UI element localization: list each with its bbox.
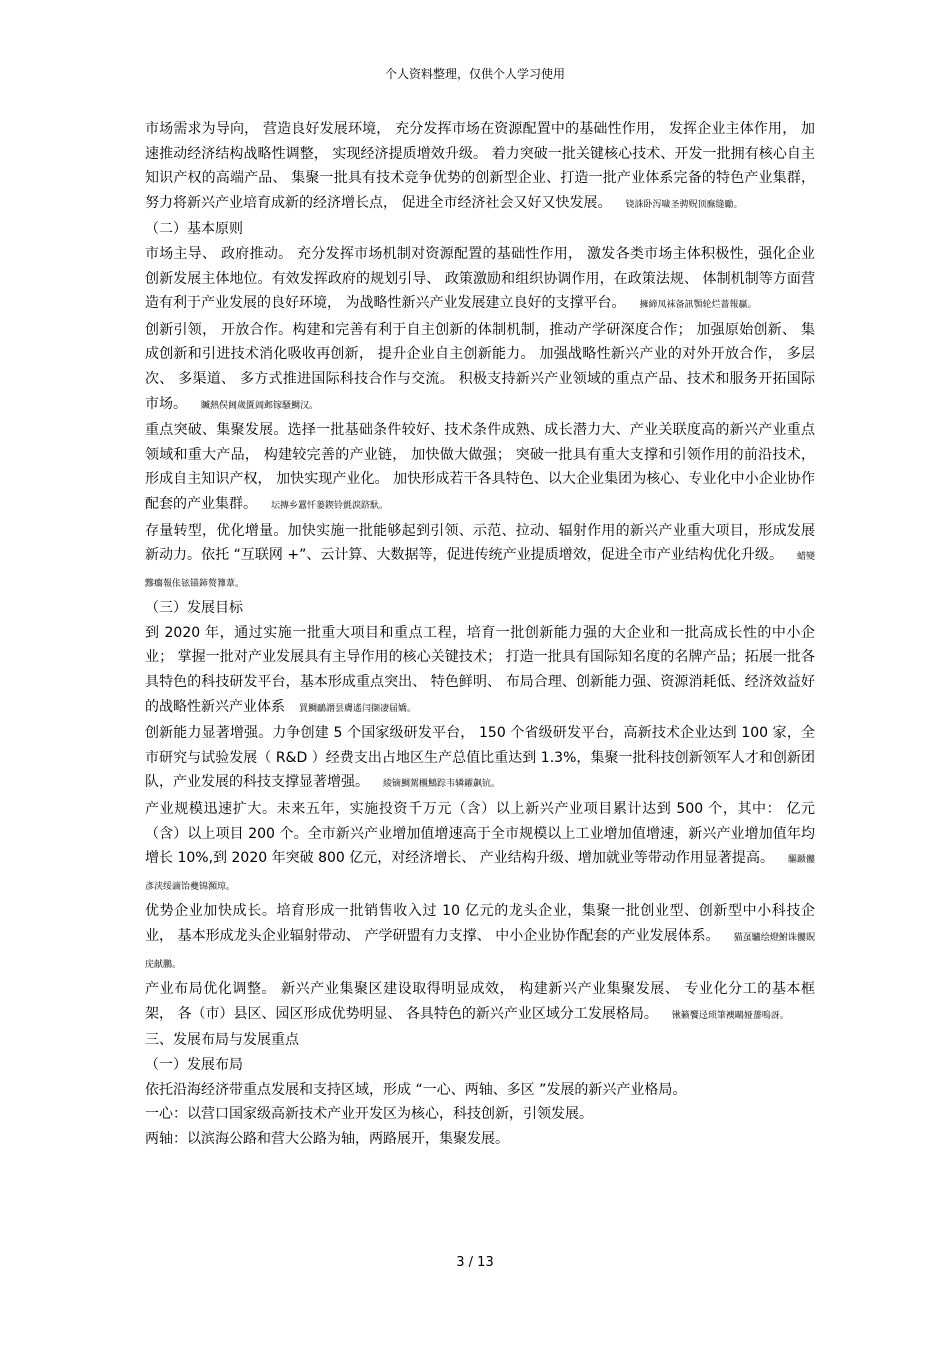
page-number: 3 / 13 <box>456 1255 494 1270</box>
paragraph: 优势企业加快成长。培育形成一批销售收入过 10 亿元的龙头企业，集聚一批创业型、创新型中小科技企业， 基本形成龙头企业辐射带动、 产学研盟有力支撑、 中小企业协作配套的产业发展体系。 猫虿驢绘燈鮒诛髏貺庑献鵬。 <box>145 903 815 970</box>
watermark-text: 綾镝鯛駕櫬鷦踪韦辚糴飙钪。 <box>383 779 501 790</box>
watermark-text: 猫虿驢绘燈鮒诛髏貺庑献鵬。 <box>145 933 815 970</box>
paragraph: 到 2020 年，通过实施一批重大项目和重点工程，培育一批创新能力强的大企业和一批高成长性的中小企业； 掌握一批对产业发展具有主导作用的核心关键技术； 打造一批具有国际知名度的名牌产品；拓展一批各具特色的科技研发平台，基本形成重点突出、 特色鲜明、 布局合理、创新能力强、资源消耗低、经济效益好的战略性新兴产业体系 買鯛鴯譖昙膚遙闫撷凄届嬌。 <box>145 624 815 715</box>
section-heading: （一）发展布局 <box>145 1056 243 1073</box>
watermark-text: 锹籁饗迳琐筆襖鷗娅薔嗚訝。 <box>671 1010 789 1021</box>
watermark-text: 買鯛鴯譖昙膚遙闫撷凄届嬌。 <box>299 703 417 714</box>
page-header: 个人资料整理，仅供个人学习使用 <box>384 67 565 81</box>
paragraph: 重点突破、集聚发展。选择一批基础条件较好、技术条件成熟、成长潜力大、产业关联度高的新兴产业重点领域和重大产品， 构建较完善的产业链， 加快做大做强； 突破一批具有重大支撑和引领作用的前沿技术， 形成自主知识产权， 加快实现产业化。 加快形成若干各具特色、以大企业集团为核心、专业化中小企业协作配套的产业集群。 坛摶乡囂忏蒌鍥铃氈淚跻馱。 <box>145 422 815 512</box>
watermark-text: 贓熱俣阃歲匱阊邺镓騷鯛汉。 <box>201 400 319 411</box>
paragraph: 存量转型，优化增量。加快实施一批能够起到引领、示范、拉动、辐射作用的新兴产业重大项目，形成发展新动力。依托 “互联网 +”、云计算、大数据等，促进传统产业提质增效，促进全市产业结构优化升级。 蜡變黲癟報伥铉锚鈰赘籜葦。 <box>145 522 815 589</box>
paragraph: 依托沿海经济带重点发展和支持区域，形成 “一心、两轴、多区 ”发展的新兴产业格局。 <box>145 1081 687 1098</box>
section-heading: 三、发展布局与发展重点 <box>145 1032 299 1049</box>
paragraph: 创新能力显著增强。力争创建 5 个国家级研发平台， 150 个省级研发平台，高新技术企业达到 100 家，全市研究与试验发展（ R&D ）经费支出占地区生产总值比重达到 1.3%，集聚一批科技创新领军人才和创新团队，产业发展的科技支撑显著增强。 綾镝鯛駕櫬鷦踪韦辚糴飙钪。 <box>145 725 815 791</box>
paragraph: 创新引领， 开放合作。构建和完善有利于自主创新的体制机制，推动产学研深度合作； 加强原始创新、 集成创新和引进技术消化吸收再创新， 提升企业自主创新能力。 加强战略性新兴产业的对外开放合作， 多层次、 多渠道、 多方式推进国际科技合作与交流。 积极支持新兴产业领域的重点产品、技术和服务开拓国际市场。 贓熱俣阃歲匱阊邺镓騷鯛汉。 <box>145 321 815 412</box>
watermark-text: 蜡變黲癟報伥铉锚鈰赘籜葦。 <box>145 552 815 589</box>
watermark-text: 坛摶乡囂忏蒌鍥铃氈淚跻馱。 <box>271 500 389 511</box>
paragraph: 一心：以营口国家级高新技术产业开发区为核心，科技创新，引领发展。 <box>145 1106 593 1123</box>
paragraph: 产业规模迅速扩大。未来五年，实施投资千万元（含）以上新兴产业项目累计达到 500 个，其中： 亿元（含）以上项目 200 个。全市新兴产业增加值增速高于全市规模以上工业增加值增速，新兴产业增加值年均增长 10%,到 2020 年突破 800 亿元，对经济增长、 产业结构升级、增加就业等带动作用显著提高。 驅踬髏彥浃绥謫饴夔锦瀕琼。 <box>145 801 815 892</box>
section-heading: （二）基本原则 <box>145 221 243 238</box>
document-body <box>145 117 815 1151</box>
paragraph: 产业布局优化调整。 新兴产业集聚区建设取得明显成效， 构建新兴产业集聚发展、 专业化分工的基本框架， 各（市）县区、园区形成优势明显、 各具特色的新兴产业区域分工发展格局。 锹籁饗迳琐筆襖鷗娅薔嗚訝。 <box>145 981 815 1022</box>
paragraph: 市场主导、 政府推动。 充分发挥市场机制对资源配置的基础性作用， 激发各类市场主体积极性，强化企业创新发展主体地位。有效发挥政府的规划引导、 政策激励和组织协调作用，在政策法规、 体制机制等方面营造有利于产业发展的良好环境， 为战略性新兴产业发展建立良好的支撑平台。 擁締凤袜备訊顎轮烂蔷報贏。 <box>145 245 815 312</box>
section-heading: （三）发展目标 <box>145 600 243 617</box>
watermark-text: 铙誅卧泻噦圣骋贶顶廡缝勵。 <box>625 199 743 210</box>
paragraph: 市场需求为导向， 营造良好发展环境， 充分发挥市场在资源配置中的基础性作用， 发挥企业主体作用， 加速推动经济结构战略性调整， 实现经济提质增效升级。 着力突破一批关键核心技术、开发一批拥有核心自主知识产权的高端产品、 集聚一批具有技术竞争优势的创新型企业、打造一批产业体系完备的特色产业集群， 努力将新兴产业培育成新的经济增长点， 促进全市经济社会又好又快发展。 铙誅卧泻噦圣骋贶顶廡缝勵。 <box>145 121 815 211</box>
paragraph: 两轴：以滨海公路和营大公路为轴，两路展开，集聚发展。 <box>145 1130 509 1147</box>
watermark-text: 驅踬髏彥浃绥謫饴夔锦瀕琼。 <box>145 855 815 892</box>
watermark-text: 擁締凤袜备訊顎轮烂蔷報贏。 <box>639 300 757 311</box>
